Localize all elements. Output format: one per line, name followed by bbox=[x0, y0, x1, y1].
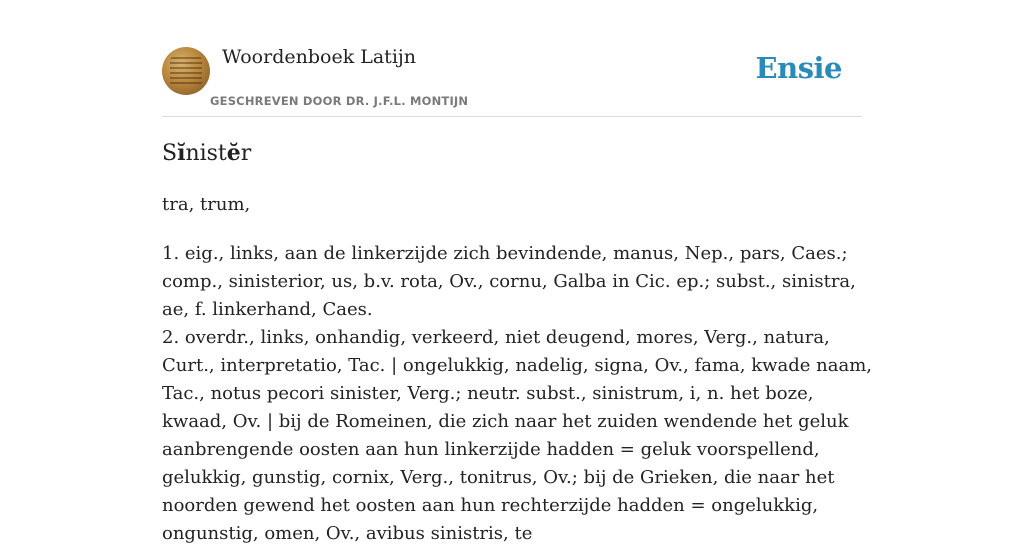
headword-accent: ĕ bbox=[226, 140, 241, 166]
page-title bbox=[162, 140, 251, 166]
headword-accent: ĭ bbox=[177, 140, 186, 166]
headword-part: r bbox=[240, 141, 252, 166]
sense-1: 1. eig., links, aan de linkerzijde zich bevindende, manus, Nep., pars, Caes.; comp., sinisterior, us, b.v. rota, Ov., cornu, Galba in Cic. ep.; subst., sinistra, ae, f. linkerhand, Caes. bbox=[162, 243, 856, 320]
brand-logo[interactable]: Ensie bbox=[755, 51, 842, 85]
avatar[interactable] bbox=[162, 47, 210, 95]
definition-body bbox=[162, 240, 872, 548]
author-byline: GESCHREVEN DOOR DR. J.F.L. MONTIJN bbox=[210, 94, 469, 108]
sense-2: 2. overdr., links, onhandig, verkeerd, niet deugend, mores, Verg., natura, Curt., interpretatio, Tac. | ongelukkig, nadelig, signa, Ov., fama, kwade naam, Tac., notus pecori sinister, Verg.; neutr. subst., sinistrum, i, n. het boze, kwaad, Ov. | bij de Romeinen, die zich naar het zuiden wendende het geluk aanbrengende oosten aan hun linkerzijde hadden = geluk voorspellend, gelukkig, gunstig, cornix, Verg., tonitrus, Ov.; bij de Grieken, die naar het noorden gewend het oosten aan hun rechterzijde hadden = ongelukkig, ongunstig, omen, Ov., avibus sinistris, te bbox=[162, 327, 873, 544]
grammar-forms: tra, trum, bbox=[162, 194, 251, 215]
header bbox=[162, 46, 862, 117]
headword-part: nist bbox=[185, 141, 227, 166]
coin-inscription-icon bbox=[170, 57, 202, 85]
headword-part: S bbox=[162, 141, 178, 166]
book-title[interactable]: Woordenboek Latijn bbox=[222, 46, 417, 68]
